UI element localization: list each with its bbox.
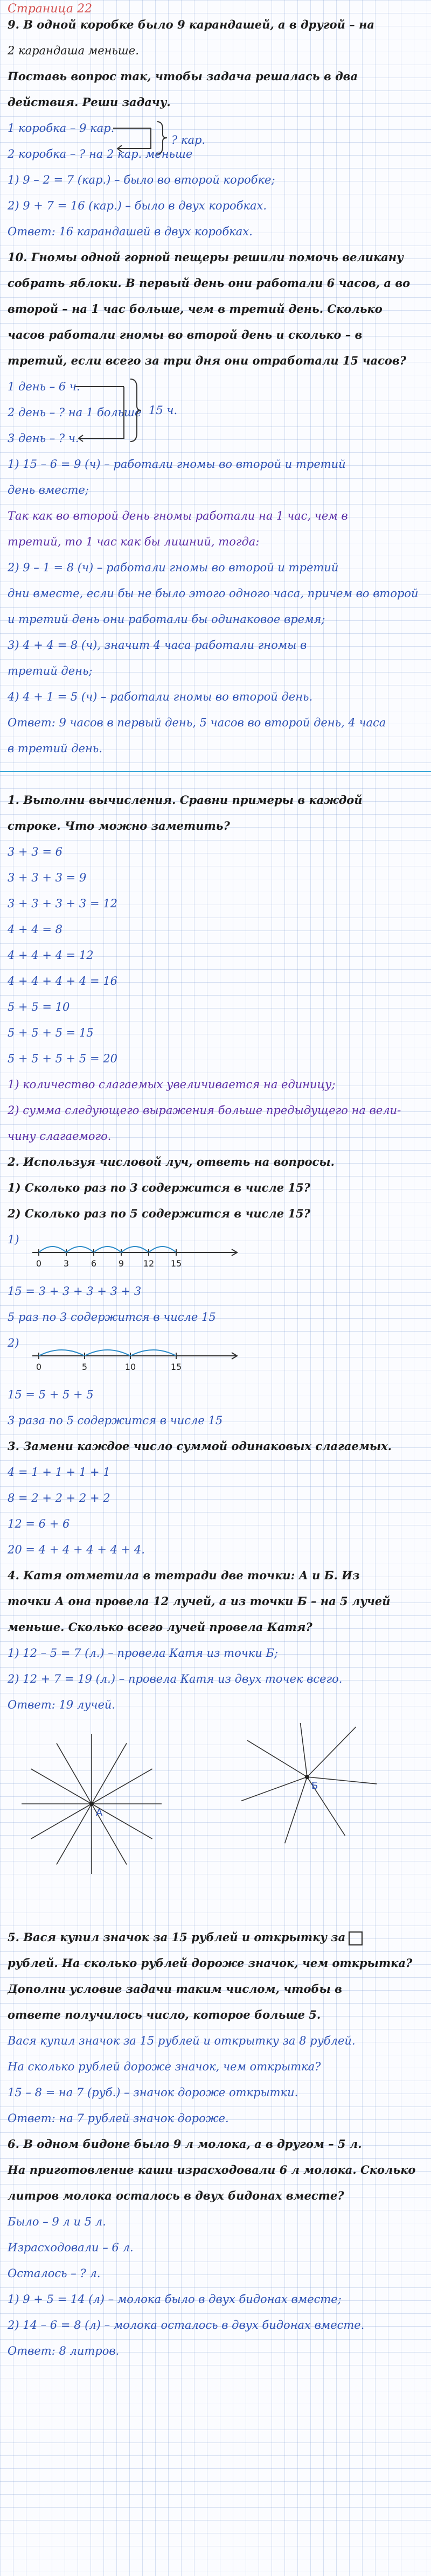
jump-arc bbox=[130, 1350, 176, 1356]
text-line bbox=[8, 1440, 423, 1453]
text-line-content: 1) 9 – 2 = 7 (кар.) – было во второй коробке; bbox=[8, 173, 275, 186]
text-line-content: Осталось – ? л. bbox=[8, 2267, 101, 2280]
text-line bbox=[8, 1130, 423, 1143]
text-line-content: 1) 15 – 6 = 9 (ч) – работали гномы во второй и третий bbox=[8, 458, 346, 471]
numline2-label: 2) bbox=[8, 1336, 19, 1349]
text-line-content: 1. Выполни вычисления. Сравни примеры в каждой bbox=[8, 794, 363, 807]
text-line-content: в третий день. bbox=[8, 742, 102, 755]
text-line bbox=[8, 1517, 423, 1530]
text-line bbox=[8, 1026, 423, 1039]
tick-label: 12 bbox=[143, 1258, 155, 1269]
blank-box bbox=[349, 1931, 363, 1945]
text-line-content: собрать яблоки. В первый день они работали 6 часов, а во bbox=[8, 277, 411, 290]
text-line bbox=[8, 2215, 423, 2228]
text-line bbox=[8, 2112, 423, 2125]
text-line bbox=[8, 1957, 423, 1970]
text-line-content: третий день; bbox=[8, 664, 93, 677]
text-line-content: 2) 12 + 7 = 19 (л.) – провела Катя из двух точек всего. bbox=[8, 1672, 343, 1685]
text-line-content: Вася купил значок за 15 рублей и открытку за 8 рублей. bbox=[8, 2034, 356, 2047]
text-line bbox=[8, 303, 423, 316]
numline1-label: 1) bbox=[8, 1233, 19, 1246]
text-line-content: меньше. Сколько всего лучей провела Катя? bbox=[8, 1621, 312, 1634]
text-line-content: 4) 4 + 1 = 5 (ч) – работали гномы во второй день. bbox=[8, 690, 313, 703]
text-line-content: 2) 9 – 1 = 8 (ч) – работали гномы во второй и третий bbox=[8, 561, 339, 574]
text-line-content: 2) Сколько раз по 5 содержится в числе 15? bbox=[8, 1207, 310, 1220]
text-line bbox=[8, 845, 423, 858]
text-line bbox=[8, 794, 423, 807]
text-line-content: 3. Замени каждое число суммой одинаковых слагаемых. bbox=[8, 1440, 392, 1453]
text-line bbox=[8, 1647, 423, 1660]
text-line bbox=[8, 173, 423, 186]
text-line-content: Ответ: 16 карандашей в двух коробках. bbox=[8, 225, 253, 238]
text-line bbox=[8, 96, 423, 109]
text-line-content: и третий день они работали бы одинаковое время; bbox=[8, 613, 325, 626]
text-line-content: ответе получилось число, которое больше 5. bbox=[8, 2008, 321, 2021]
text-line-content: 12 = 6 + 6 bbox=[8, 1517, 70, 1530]
ray bbox=[92, 1743, 127, 1804]
text-line-content: 5 + 5 + 5 + 5 = 20 bbox=[8, 1052, 117, 1065]
text-line bbox=[8, 1543, 423, 1556]
text-line bbox=[8, 1311, 423, 1324]
jump-arc bbox=[39, 1350, 85, 1356]
text-line bbox=[8, 509, 423, 522]
scheme1-total: ? кар. bbox=[171, 134, 206, 146]
text-line bbox=[8, 2138, 423, 2151]
text-line bbox=[8, 199, 423, 212]
text-line bbox=[8, 1569, 423, 1582]
rays-point-a bbox=[11, 1723, 172, 1885]
text-line-content: часов работали гномы во второй день и сколько – в bbox=[8, 328, 363, 341]
text-line-content: 8 = 2 + 2 + 2 + 2 bbox=[8, 1492, 110, 1504]
text-line-content: литров молока осталось в двух бидонах вместе? bbox=[8, 2189, 344, 2202]
text-line bbox=[8, 2164, 423, 2176]
text-line bbox=[8, 1156, 423, 1168]
text-line-content: строке. Что можно заметить? bbox=[8, 820, 230, 832]
jump-arc bbox=[66, 1247, 94, 1252]
text-line-content: день вместе; bbox=[8, 484, 89, 496]
text-line bbox=[8, 484, 423, 496]
text-line bbox=[8, 820, 423, 832]
tick-label: 10 bbox=[124, 1362, 136, 1372]
scheme1-row1: 1 коробка – 9 кар. bbox=[8, 122, 115, 135]
text-line bbox=[8, 561, 423, 574]
text-line bbox=[8, 2319, 423, 2332]
text-line-content: Так как во второй день гномы работали на 1 час, чем в bbox=[8, 509, 348, 522]
ray bbox=[92, 1769, 152, 1804]
text-line-content: 9. В одной коробке было 9 карандашей, а в другой – на bbox=[8, 18, 374, 31]
text-line bbox=[8, 70, 423, 83]
point-label: Б bbox=[311, 1780, 318, 1791]
text-line-content: 5. Вася купил значок за 15 рублей и открытку за bbox=[8, 1931, 346, 1944]
tick-label: 15 bbox=[170, 1258, 182, 1269]
text-line bbox=[8, 716, 423, 729]
text-line bbox=[8, 587, 423, 600]
text-line-content: 2 карандаша меньше. bbox=[8, 44, 139, 57]
ray bbox=[298, 1723, 307, 1777]
jump-arc bbox=[85, 1350, 130, 1356]
text-line bbox=[8, 458, 423, 471]
text-line bbox=[8, 2034, 423, 2047]
text-line-content: 15 = 3 + 3 + 3 + 3 + 3 bbox=[8, 1285, 142, 1298]
text-line-content: 1) 12 – 5 = 7 (л.) – провела Катя из точки Б; bbox=[8, 1647, 279, 1660]
tick-label: 9 bbox=[118, 1258, 124, 1269]
text-line bbox=[8, 2267, 423, 2280]
point-label: А bbox=[96, 1807, 103, 1818]
text-line-content: 5 + 5 = 10 bbox=[8, 1000, 70, 1013]
text-line-content: Поставь вопрос так, чтобы задача решалась в два bbox=[8, 70, 358, 83]
ray bbox=[57, 1743, 92, 1804]
text-line bbox=[8, 1207, 423, 1220]
text-line-content: 1) количество слагаемых увеличивается на единицу; bbox=[8, 1078, 336, 1091]
page-number: Страница 22 bbox=[8, 2, 93, 16]
text-line bbox=[8, 44, 423, 57]
text-line-content: дни вместе, если бы не было этого одного часа, причем во второй bbox=[8, 587, 419, 600]
ray bbox=[247, 1740, 307, 1777]
text-line bbox=[8, 328, 423, 341]
text-line bbox=[8, 1931, 423, 1945]
text-line-content: Ответ: 19 лучей. bbox=[8, 1698, 116, 1711]
text-line bbox=[8, 1388, 423, 1401]
scheme2-total: 15 ч. bbox=[149, 404, 178, 417]
point-dot bbox=[89, 1802, 94, 1806]
text-line-content: 3) 4 + 4 = 8 (ч), значит 4 часа работали гномы в bbox=[8, 639, 307, 652]
text-line bbox=[8, 949, 423, 962]
jump-arc bbox=[149, 1247, 176, 1252]
text-line-content: 3 + 3 + 3 = 9 bbox=[8, 871, 87, 884]
text-line bbox=[8, 690, 423, 703]
text-line-content: 2) сумма следующего выражения больше предыдущего на вели- bbox=[8, 1104, 401, 1117]
ray bbox=[285, 1777, 307, 1843]
text-line-content: 20 = 4 + 4 + 4 + 4 + 4. bbox=[8, 1543, 145, 1556]
text-line bbox=[8, 1672, 423, 1685]
text-line-content: На приготовление каши израсходовали 6 л молока. Сколько bbox=[8, 2164, 416, 2176]
text-line bbox=[8, 2086, 423, 2099]
text-line-content: 1) Сколько раз по 3 содержится в числе 15? bbox=[8, 1181, 310, 1194]
text-line bbox=[8, 1000, 423, 1013]
text-line-content: 4 + 4 + 4 + 4 = 16 bbox=[8, 975, 117, 988]
text-line bbox=[8, 1414, 423, 1427]
text-line bbox=[8, 1181, 423, 1194]
text-line bbox=[8, 2189, 423, 2202]
jump-arc bbox=[39, 1247, 66, 1252]
text-line-content: Израсходовали – 6 л. bbox=[8, 2241, 134, 2254]
text-line bbox=[8, 742, 423, 755]
text-line-content: 3 + 3 + 3 + 3 = 12 bbox=[8, 897, 117, 910]
number-line-1 bbox=[0, 1231, 431, 1274]
text-line-content: 3 раза по 5 содержится в числе 15 bbox=[8, 1414, 223, 1427]
ray bbox=[307, 1727, 356, 1777]
text-line-content: Дополни условие задачи таким числом, чтобы в bbox=[8, 1983, 342, 1996]
text-line-content: 2. Используя числовой луч, ответь на вопросы. bbox=[8, 1156, 335, 1168]
text-line-content: 4. Катя отметила в тетради две точки: А и Б. Из bbox=[8, 1569, 360, 1582]
text-line-content: рублей. На сколько рублей дороже значок, чем открытка? bbox=[8, 1957, 413, 1970]
text-line bbox=[8, 613, 423, 626]
text-line bbox=[8, 225, 423, 238]
tick-label: 15 bbox=[170, 1362, 182, 1372]
point-dot bbox=[305, 1775, 309, 1779]
text-line bbox=[8, 1078, 423, 1091]
section-separator bbox=[0, 771, 431, 772]
text-line bbox=[8, 923, 423, 936]
number-line-2 bbox=[0, 1334, 431, 1377]
text-line-content: 1) 9 + 5 = 14 (л) – молока было в двух бидонах вместе; bbox=[8, 2293, 342, 2306]
text-line bbox=[8, 1285, 423, 1298]
text-line-content: точки А она провела 12 лучей, а из точки Б – на 5 лучей bbox=[8, 1595, 391, 1608]
text-line bbox=[8, 1595, 423, 1608]
text-line bbox=[8, 2241, 423, 2254]
text-line-content: Ответ: 8 литров. bbox=[8, 2344, 120, 2357]
text-line bbox=[8, 975, 423, 988]
text-line-content: 2) 14 – 6 = 8 (л) – молока осталось в двух бидонах вместе. bbox=[8, 2319, 365, 2332]
text-line bbox=[8, 2008, 423, 2021]
ray bbox=[57, 1804, 92, 1865]
text-line-content: третий, если всего за три дня они отработали 15 часов? bbox=[8, 354, 406, 367]
text-line-content: чину слагаемого. bbox=[8, 1130, 112, 1143]
text-line-content: 4 = 1 + 1 + 1 + 1 bbox=[8, 1466, 110, 1479]
text-line-content: Было – 9 л и 5 л. bbox=[8, 2215, 106, 2228]
ray bbox=[31, 1769, 92, 1804]
ray bbox=[241, 1777, 307, 1801]
scheme2-row3: 3 день – ? ч. bbox=[8, 432, 79, 445]
text-line-content: 15 = 5 + 5 + 5 bbox=[8, 1388, 94, 1401]
ray bbox=[31, 1804, 92, 1839]
text-line-content: действия. Реши задачу. bbox=[8, 96, 171, 109]
jump-arc bbox=[94, 1247, 121, 1252]
tick-label: 0 bbox=[36, 1258, 42, 1269]
text-line-content: 15 – 8 = на 7 (руб.) – значок дороже открытки. bbox=[8, 2086, 298, 2099]
tick-label: 0 bbox=[36, 1362, 42, 1372]
text-line-content: 3 + 3 = 6 bbox=[8, 845, 62, 858]
text-line-content: Ответ: 9 часов в первый день, 5 часов во второй день, 4 часа bbox=[8, 716, 386, 729]
text-line-content: 5 раз по 3 содержится в числе 15 bbox=[8, 1311, 216, 1324]
text-line-content: 4 + 4 + 4 = 12 bbox=[8, 949, 94, 962]
text-line-content: 6. В одном бидоне было 9 л молока, а в другом – 5 л. bbox=[8, 2138, 362, 2151]
text-line-content: 5 + 5 + 5 = 15 bbox=[8, 1026, 94, 1039]
text-line bbox=[8, 1621, 423, 1634]
text-line bbox=[8, 897, 423, 910]
text-line bbox=[8, 2060, 423, 2073]
tick-label: 6 bbox=[91, 1258, 97, 1269]
text-line-content: На сколько рублей дороже значок, чем открытка? bbox=[8, 2060, 321, 2073]
text-line-content: второй – на 1 час больше, чем в третий день. Сколько bbox=[8, 303, 383, 316]
text-line bbox=[8, 1698, 423, 1711]
text-line bbox=[8, 251, 423, 264]
scheme2-row1: 1 день – 6 ч. bbox=[8, 380, 80, 393]
text-line bbox=[8, 639, 423, 652]
text-line bbox=[8, 354, 423, 367]
tick-label: 3 bbox=[63, 1258, 69, 1269]
text-line bbox=[8, 871, 423, 884]
text-line bbox=[8, 2344, 423, 2357]
text-line bbox=[8, 535, 423, 548]
text-line bbox=[8, 1983, 423, 1996]
text-line bbox=[8, 18, 423, 31]
text-line-content: третий, то 1 час как бы лишний, тогда: bbox=[8, 535, 260, 548]
text-line bbox=[8, 2293, 423, 2306]
text-line bbox=[8, 1104, 423, 1117]
scheme1-row2: 2 коробка – ? на 2 кар. меньше bbox=[8, 148, 193, 160]
text-line-content: Ответ: на 7 рублей значок дороже. bbox=[8, 2112, 229, 2125]
text-line bbox=[8, 664, 423, 677]
text-line bbox=[8, 1492, 423, 1504]
jump-arc bbox=[121, 1247, 149, 1252]
scheme2-row2: 2 день – ? на 1 больше bbox=[8, 406, 142, 419]
text-line bbox=[8, 1466, 423, 1479]
rays-point-b bbox=[226, 1723, 388, 1885]
text-line-content: 2) 9 + 7 = 16 (кар.) – было в двух коробках. bbox=[8, 199, 267, 212]
text-line bbox=[8, 1052, 423, 1065]
text-line-content: 10. Гномы одной горной пещеры решили помочь великану bbox=[8, 251, 404, 264]
text-line-content: 4 + 4 = 8 bbox=[8, 923, 62, 936]
tick-label: 5 bbox=[81, 1362, 88, 1372]
text-line bbox=[8, 277, 423, 290]
